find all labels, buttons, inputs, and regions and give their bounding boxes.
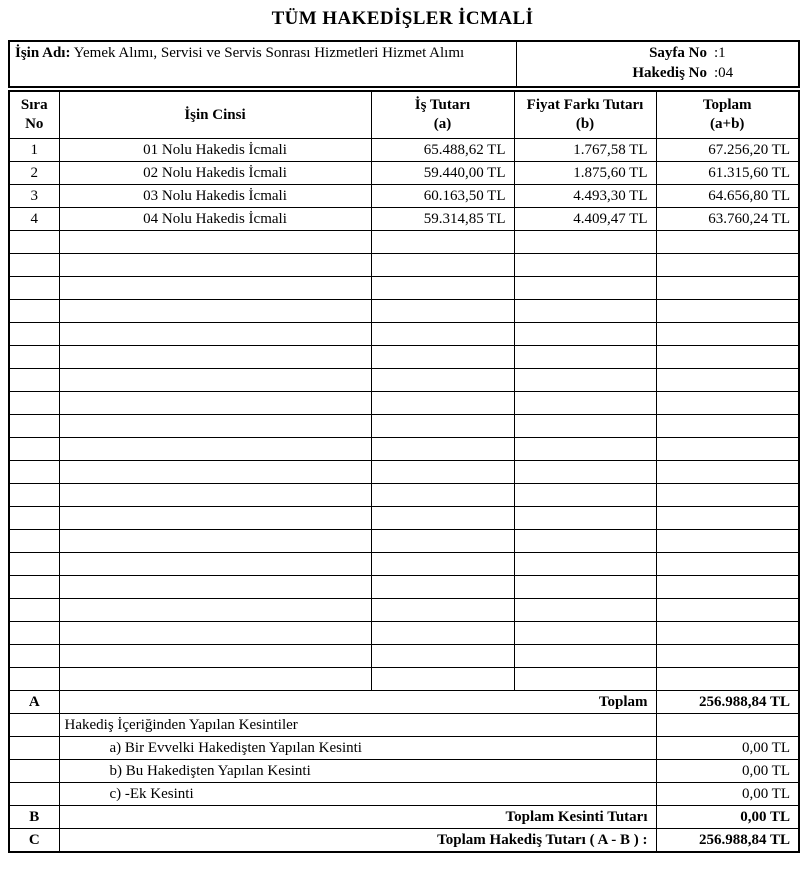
empty-cell xyxy=(371,392,514,415)
empty-cell xyxy=(656,346,799,369)
fiyat-farki-cell: 1.767,58 TL xyxy=(514,139,656,162)
summary-row-a xyxy=(9,691,799,714)
col-header-text: Sıra xyxy=(20,97,48,113)
row-letter: B xyxy=(9,806,59,829)
col-header-sira-no xyxy=(9,91,59,139)
document-title: TÜM HAKEDİŞLER İCMALİ xyxy=(271,8,534,29)
empty-letter-cell xyxy=(9,714,59,737)
empty-cell xyxy=(9,484,59,507)
empty-cell xyxy=(9,231,59,254)
col-header-text: (a+b) xyxy=(710,116,745,132)
empty-cell xyxy=(656,576,799,599)
empty-cell xyxy=(656,369,799,392)
col-header-isin-cinsi xyxy=(59,91,371,139)
empty-cell xyxy=(59,254,371,277)
empty-cell xyxy=(656,507,799,530)
hakedis-toplam-value-cell: 256.988,84 TL xyxy=(656,829,799,853)
empty-cell xyxy=(656,277,799,300)
empty-cell xyxy=(59,369,371,392)
empty-cell xyxy=(656,300,799,323)
empty-cell xyxy=(371,300,514,323)
empty-cell xyxy=(59,530,371,553)
hakedis-toplam-label-cell: Toplam Hakediş Tutarı ( A - B ) : xyxy=(59,829,656,853)
kesinti-toplam-value-cell: 0,00 TL xyxy=(656,806,799,829)
summary-row-c xyxy=(9,829,799,853)
empty-cell xyxy=(656,668,799,691)
empty-cell xyxy=(514,392,656,415)
empty-cell xyxy=(59,277,371,300)
table-row xyxy=(9,185,799,208)
empty-row xyxy=(9,622,799,645)
sira-no-cell: 3 xyxy=(9,185,59,208)
toplam-value-cell: 256.988,84 TL xyxy=(656,691,799,714)
empty-cell xyxy=(371,231,514,254)
empty-letter-cell xyxy=(9,737,59,760)
empty-cell xyxy=(514,553,656,576)
empty-row xyxy=(9,392,799,415)
empty-cell xyxy=(514,323,656,346)
empty-cell xyxy=(9,461,59,484)
empty-cell xyxy=(9,530,59,553)
empty-cell xyxy=(9,599,59,622)
empty-cell xyxy=(59,300,371,323)
sira-no-cell: 1 xyxy=(9,139,59,162)
empty-value-cell xyxy=(656,714,799,737)
hakedis-no-value: :04 xyxy=(714,65,734,81)
empty-cell xyxy=(371,346,514,369)
empty-row xyxy=(9,599,799,622)
empty-cell xyxy=(514,254,656,277)
empty-cell xyxy=(9,507,59,530)
empty-row xyxy=(9,254,799,277)
empty-cell xyxy=(371,507,514,530)
col-header-text: İşin Cinsi xyxy=(184,106,246,123)
empty-letter-cell xyxy=(9,760,59,783)
empty-cell xyxy=(371,668,514,691)
work-name-cell xyxy=(9,41,516,87)
empty-cell xyxy=(656,231,799,254)
empty-cell xyxy=(514,231,656,254)
empty-cell xyxy=(514,576,656,599)
empty-cell xyxy=(371,369,514,392)
kesinti-value-cell: 0,00 TL xyxy=(656,783,799,806)
col-header-text: Fiyat Farkı Tutarı xyxy=(526,97,644,113)
empty-cell xyxy=(656,622,799,645)
empty-cell xyxy=(656,484,799,507)
isin-cinsi-cell: 03 Nolu Hakedis İcmali xyxy=(59,185,371,208)
empty-cell xyxy=(371,530,514,553)
empty-cell xyxy=(371,438,514,461)
table-row xyxy=(9,162,799,185)
empty-cell xyxy=(656,254,799,277)
empty-cell xyxy=(371,622,514,645)
toplam-cell: 64.656,80 TL xyxy=(656,185,799,208)
empty-cell xyxy=(59,346,371,369)
empty-cell xyxy=(514,461,656,484)
row-letter: C xyxy=(9,829,59,853)
empty-cell xyxy=(514,599,656,622)
empty-row xyxy=(9,507,799,530)
empty-cell xyxy=(9,254,59,277)
column-header-row xyxy=(9,91,799,139)
empty-cell xyxy=(514,438,656,461)
kesinti-row xyxy=(9,760,799,783)
toplam-cell: 61.315,60 TL xyxy=(656,162,799,185)
col-header-text: (b) xyxy=(575,116,595,132)
empty-cell xyxy=(656,323,799,346)
empty-cell xyxy=(514,484,656,507)
empty-cell xyxy=(371,461,514,484)
empty-cell xyxy=(656,392,799,415)
fiyat-farki-cell: 4.493,30 TL xyxy=(514,185,656,208)
empty-cell xyxy=(656,461,799,484)
empty-row xyxy=(9,576,799,599)
empty-cell xyxy=(371,323,514,346)
empty-cell xyxy=(514,369,656,392)
empty-cell xyxy=(9,668,59,691)
empty-row xyxy=(9,346,799,369)
empty-cell xyxy=(514,300,656,323)
empty-cell xyxy=(9,323,59,346)
sira-no-cell: 2 xyxy=(9,162,59,185)
empty-cell xyxy=(9,415,59,438)
header-box xyxy=(8,40,800,88)
row-letter: A xyxy=(9,691,59,714)
col-header-text: (a) xyxy=(433,116,452,132)
empty-cell xyxy=(9,346,59,369)
col-header-text: No xyxy=(25,116,44,132)
empty-row xyxy=(9,438,799,461)
toplam-label-cell: Toplam xyxy=(59,691,656,714)
empty-cell xyxy=(59,507,371,530)
kesinti-row xyxy=(9,737,799,760)
empty-cell xyxy=(59,576,371,599)
empty-cell xyxy=(9,438,59,461)
empty-cell xyxy=(371,484,514,507)
empty-cell xyxy=(514,668,656,691)
toplam-cell: 63.760,24 TL xyxy=(656,208,799,231)
empty-cell xyxy=(514,346,656,369)
empty-cell xyxy=(9,369,59,392)
kesintiler-title-row xyxy=(9,714,799,737)
kesinti-row xyxy=(9,783,799,806)
is-tutari-cell: 59.440,00 TL xyxy=(371,162,514,185)
is-tutari-cell: 65.488,62 TL xyxy=(371,139,514,162)
empty-row xyxy=(9,530,799,553)
main-table xyxy=(8,90,800,853)
empty-cell xyxy=(371,415,514,438)
isin-cinsi-cell: 04 Nolu Hakedis İcmali xyxy=(59,208,371,231)
empty-cell xyxy=(9,622,59,645)
empty-cell xyxy=(371,645,514,668)
fiyat-farki-cell: 1.875,60 TL xyxy=(514,162,656,185)
empty-cell xyxy=(656,599,799,622)
col-header-is-tutari xyxy=(371,91,514,139)
empty-cell xyxy=(656,415,799,438)
toplam-cell: 67.256,20 TL xyxy=(656,139,799,162)
kesinti-label-cell: c) -Ek Kesinti xyxy=(59,783,656,806)
empty-row xyxy=(9,323,799,346)
empty-cell xyxy=(514,277,656,300)
empty-cell xyxy=(656,645,799,668)
work-name-value: Yemek Alımı, Servisi ve Servis Sonrası Hizmetleri Hizmet Alımı xyxy=(73,45,465,61)
empty-cell xyxy=(9,300,59,323)
empty-cell xyxy=(371,576,514,599)
empty-cell xyxy=(514,530,656,553)
col-header-toplam xyxy=(656,91,799,139)
empty-row xyxy=(9,231,799,254)
empty-cell xyxy=(371,553,514,576)
isin-cinsi-cell: 01 Nolu Hakedis İcmali xyxy=(59,139,371,162)
empty-cell xyxy=(9,277,59,300)
empty-row xyxy=(9,484,799,507)
empty-cell xyxy=(9,645,59,668)
work-name-label: İşin Adı: xyxy=(15,45,71,61)
empty-row xyxy=(9,300,799,323)
empty-cell xyxy=(59,438,371,461)
fiyat-farki-cell: 4.409,47 TL xyxy=(514,208,656,231)
empty-cell xyxy=(514,415,656,438)
empty-cell xyxy=(59,599,371,622)
empty-cell xyxy=(59,461,371,484)
header-row xyxy=(9,41,799,87)
empty-row xyxy=(9,645,799,668)
page-info-cell xyxy=(516,41,799,87)
table-row xyxy=(9,139,799,162)
hakedis-no-label: Hakediş No xyxy=(632,65,707,81)
page-info-grid xyxy=(517,42,799,83)
empty-cell xyxy=(514,622,656,645)
empty-letter-cell xyxy=(9,783,59,806)
empty-row xyxy=(9,369,799,392)
kesinti-label-cell: a) Bir Evvelki Hakedişten Yapılan Kesinti xyxy=(59,737,656,760)
summary-row-b xyxy=(9,806,799,829)
empty-cell xyxy=(59,231,371,254)
table-row xyxy=(9,208,799,231)
empty-cell xyxy=(59,392,371,415)
col-header-text: Toplam xyxy=(702,97,752,113)
kesinti-value-cell: 0,00 TL xyxy=(656,737,799,760)
empty-cell xyxy=(59,668,371,691)
empty-cell xyxy=(514,507,656,530)
page-no-value: :1 xyxy=(714,45,726,61)
empty-cell xyxy=(514,645,656,668)
empty-cell xyxy=(656,530,799,553)
kesinti-label-cell: b) Bu Hakedişten Yapılan Kesinti xyxy=(59,760,656,783)
col-header-fiyat-farki xyxy=(514,91,656,139)
is-tutari-cell: 59.314,85 TL xyxy=(371,208,514,231)
empty-cell xyxy=(59,553,371,576)
empty-cell xyxy=(9,392,59,415)
empty-cell xyxy=(59,415,371,438)
empty-row xyxy=(9,415,799,438)
empty-cell xyxy=(59,484,371,507)
kesinti-toplam-label-cell: Toplam Kesinti Tutarı xyxy=(59,806,656,829)
empty-cell xyxy=(9,553,59,576)
col-header-text: İş Tutarı xyxy=(414,97,471,113)
empty-cell xyxy=(656,438,799,461)
empty-cell xyxy=(371,254,514,277)
empty-cell xyxy=(656,553,799,576)
empty-cell xyxy=(9,576,59,599)
empty-row xyxy=(9,668,799,691)
empty-cell xyxy=(59,323,371,346)
empty-cell xyxy=(59,645,371,668)
empty-row xyxy=(9,461,799,484)
is-tutari-cell: 60.163,50 TL xyxy=(371,185,514,208)
sira-no-cell: 4 xyxy=(9,208,59,231)
empty-cell xyxy=(371,599,514,622)
kesintiler-title-cell: Hakediş İçeriğinden Yapılan Kesintiler xyxy=(59,714,656,737)
page-no-label: Sayfa No xyxy=(649,45,707,61)
empty-cell xyxy=(371,277,514,300)
empty-cell xyxy=(59,622,371,645)
empty-row xyxy=(9,277,799,300)
empty-row xyxy=(9,553,799,576)
kesinti-value-cell: 0,00 TL xyxy=(656,760,799,783)
isin-cinsi-cell: 02 Nolu Hakedis İcmali xyxy=(59,162,371,185)
